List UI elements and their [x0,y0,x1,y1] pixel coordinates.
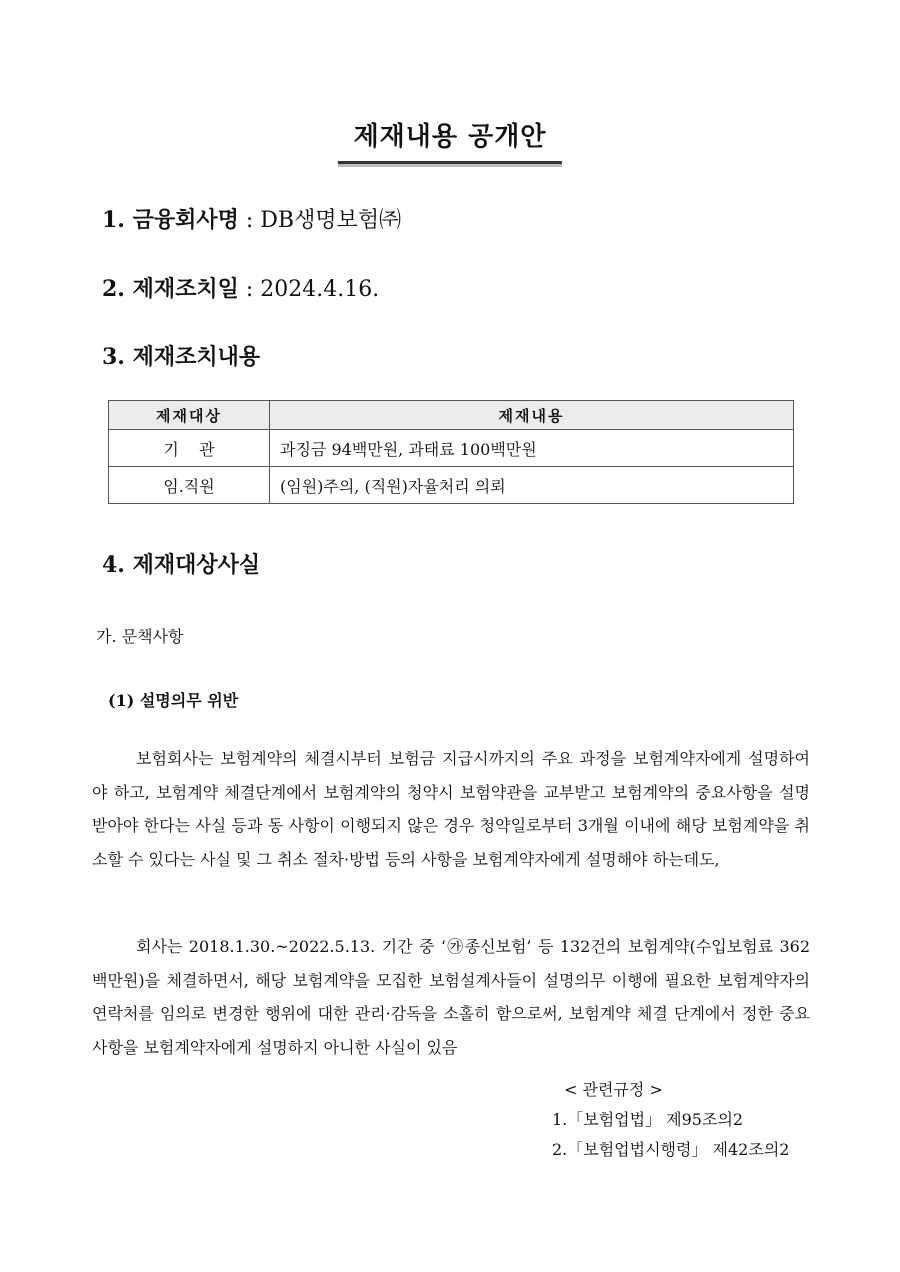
section-company-sep: : [238,208,261,233]
paragraph-duty: 보험회사는 보험계약의 체결시부터 보험금 지급시까지의 주요 과정을 보험계약자에게 설명하여야 하고, 보험계약 체결단계에서 보험계약의 청약시 보험약관을 교부받고 보험계약의 중요사항을 설명받아야 한다는 사실 등과 동 사항이 이행되지 않은 경우 청약일로부터 3개월 이내에 해당 보험계약을 취소할 수 있다는 사실 및 그 취소 절차·방법 등의 사항을 보험계약자에게 설명해야 하는데도, [92,749,810,869]
company-name: DB생명보험㈜ [260,208,402,233]
regulations-title: < 관련규정 > [564,1080,663,1099]
sanction-date: 2024.4.16. [260,277,380,302]
row-target-staff: 임.직원 [109,467,270,504]
sanction-table [108,400,794,504]
header-target: 제재대상 [109,401,270,430]
table-header-row [109,401,794,430]
section-date-sep: : [238,277,261,302]
page-title: 제재내용 공개안 [338,112,563,164]
section-facts [102,548,260,579]
item-title: (1) 설명의무 위반 [108,691,239,710]
header-content: 제재내용 [270,401,794,430]
regulation-item: 1.「보험업법」 제95조의2 [552,1110,744,1129]
title-container [0,112,900,164]
section-date-label: 2. 제재조치일 [102,276,239,302]
section-company [102,203,401,234]
row-content-staff: (임원)주의, (직원)자율처리 의뢰 [270,467,794,504]
section-date [102,272,379,303]
row-content-institution: 과징금 94백만원, 과태료 100백만원 [270,430,794,467]
row-target-institution: 기 관 [109,430,270,467]
regulation-item: 2.「보험업법시행령」 제42조의2 [552,1140,790,1159]
table-row [109,430,794,467]
section-facts-label: 4. 제재대상사실 [102,552,261,578]
section-content [102,340,260,371]
section-company-label: 1. 금융회사명 [102,207,239,233]
section-content-label: 3. 제재조치내용 [102,344,261,370]
subsection-title: 가. 문책사항 [96,627,184,646]
table-row [109,467,794,504]
paragraph-violation: 회사는 2018.1.30.~2022.5.13. 기간 중 ‘㉮종신보험’ 등 132건의 보험계약(수입보험료 362백만원)을 체결하면서, 해당 보험계약을 모집한 보험설계사들이 설명의무 이행에 필요한 보험계약자의 연락처를 임의로 변경한 행위에 대한 관리·감독을 소홀히 함으로써, 보험계약 체결 단계에서 정한 중요사항을 보험계약자에게 설명하지 아니한 사실이 있음 [92,937,810,1057]
related-regulations [552,1075,789,1165]
